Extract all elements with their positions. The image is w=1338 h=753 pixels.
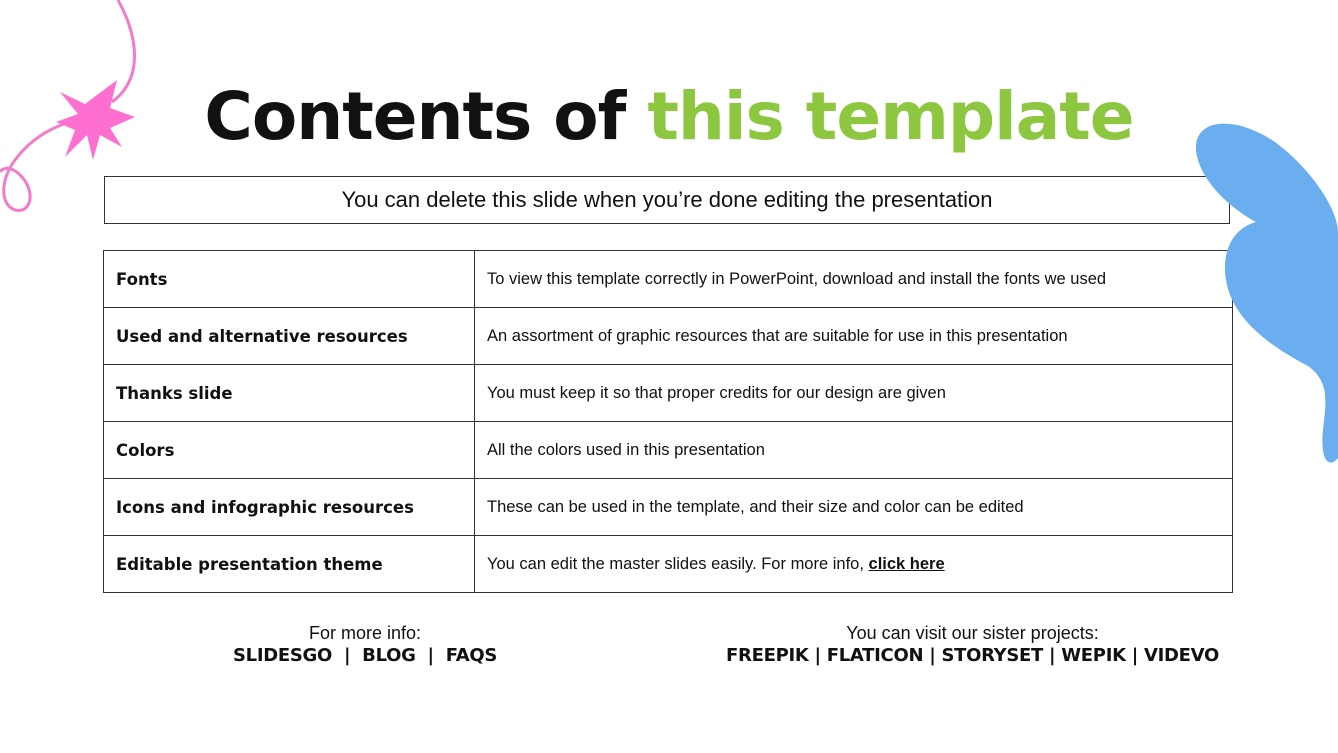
subtitle-box xyxy=(104,176,1230,224)
separator: | xyxy=(343,645,351,666)
table-row xyxy=(104,422,1233,479)
table-row xyxy=(104,536,1233,593)
table-row xyxy=(104,365,1233,422)
link-freepik[interactable]: FREEPIK xyxy=(726,645,809,666)
subtitle-text: You can delete this slide when you’re done editing the presentation xyxy=(341,187,993,212)
link-slidesgo[interactable]: SLIDESGO xyxy=(233,645,333,666)
table-row xyxy=(104,479,1233,536)
row-key: Colors xyxy=(104,422,475,479)
link-blog[interactable]: BLOG xyxy=(362,645,416,666)
link-flaticon[interactable]: FLATICON xyxy=(826,645,924,666)
row-value-text: You can edit the master slides easily. For more info, xyxy=(487,554,869,573)
link-videvo[interactable]: VIDEVO xyxy=(1143,645,1219,666)
link-wepik[interactable]: WEPIK xyxy=(1061,645,1126,666)
footer-more-info xyxy=(215,622,515,668)
footer-sister-projects xyxy=(700,622,1245,668)
row-key: Used and alternative resources xyxy=(104,308,475,365)
row-value xyxy=(475,536,1233,593)
row-key: Thanks slide xyxy=(104,365,475,422)
link-storyset[interactable]: STORYSET xyxy=(941,645,1044,666)
separator: | xyxy=(929,645,936,666)
title-green: this template xyxy=(647,78,1134,155)
row-key: Icons and infographic resources xyxy=(104,479,475,536)
separator: | xyxy=(814,645,821,666)
row-value: These can be used in the template, and their size and color can be edited xyxy=(475,479,1233,536)
row-value: All the colors used in this presentation xyxy=(475,422,1233,479)
footer-left-label: For more info: xyxy=(308,623,422,643)
row-value: An assortment of graphic resources that are suitable for use in this presentation xyxy=(475,308,1233,365)
row-value: To view this template correctly in PowerPoint, download and install the fonts we used xyxy=(475,251,1233,308)
row-key: Editable presentation theme xyxy=(104,536,475,593)
link-faqs[interactable]: FAQS xyxy=(445,645,497,666)
table-row xyxy=(104,251,1233,308)
separator: | xyxy=(1131,645,1138,666)
footer-right-label: You can visit our sister projects: xyxy=(846,623,1099,643)
separator: | xyxy=(1049,645,1056,666)
title-black: Contents of xyxy=(204,78,648,155)
row-value: You must keep it so that proper credits for our design are given xyxy=(475,365,1233,422)
click-here-link[interactable]: click here xyxy=(868,554,945,573)
table-row xyxy=(104,308,1233,365)
row-key: Fonts xyxy=(104,251,475,308)
contents-table xyxy=(103,250,1233,593)
page-title xyxy=(0,72,1338,162)
separator: | xyxy=(427,645,434,666)
